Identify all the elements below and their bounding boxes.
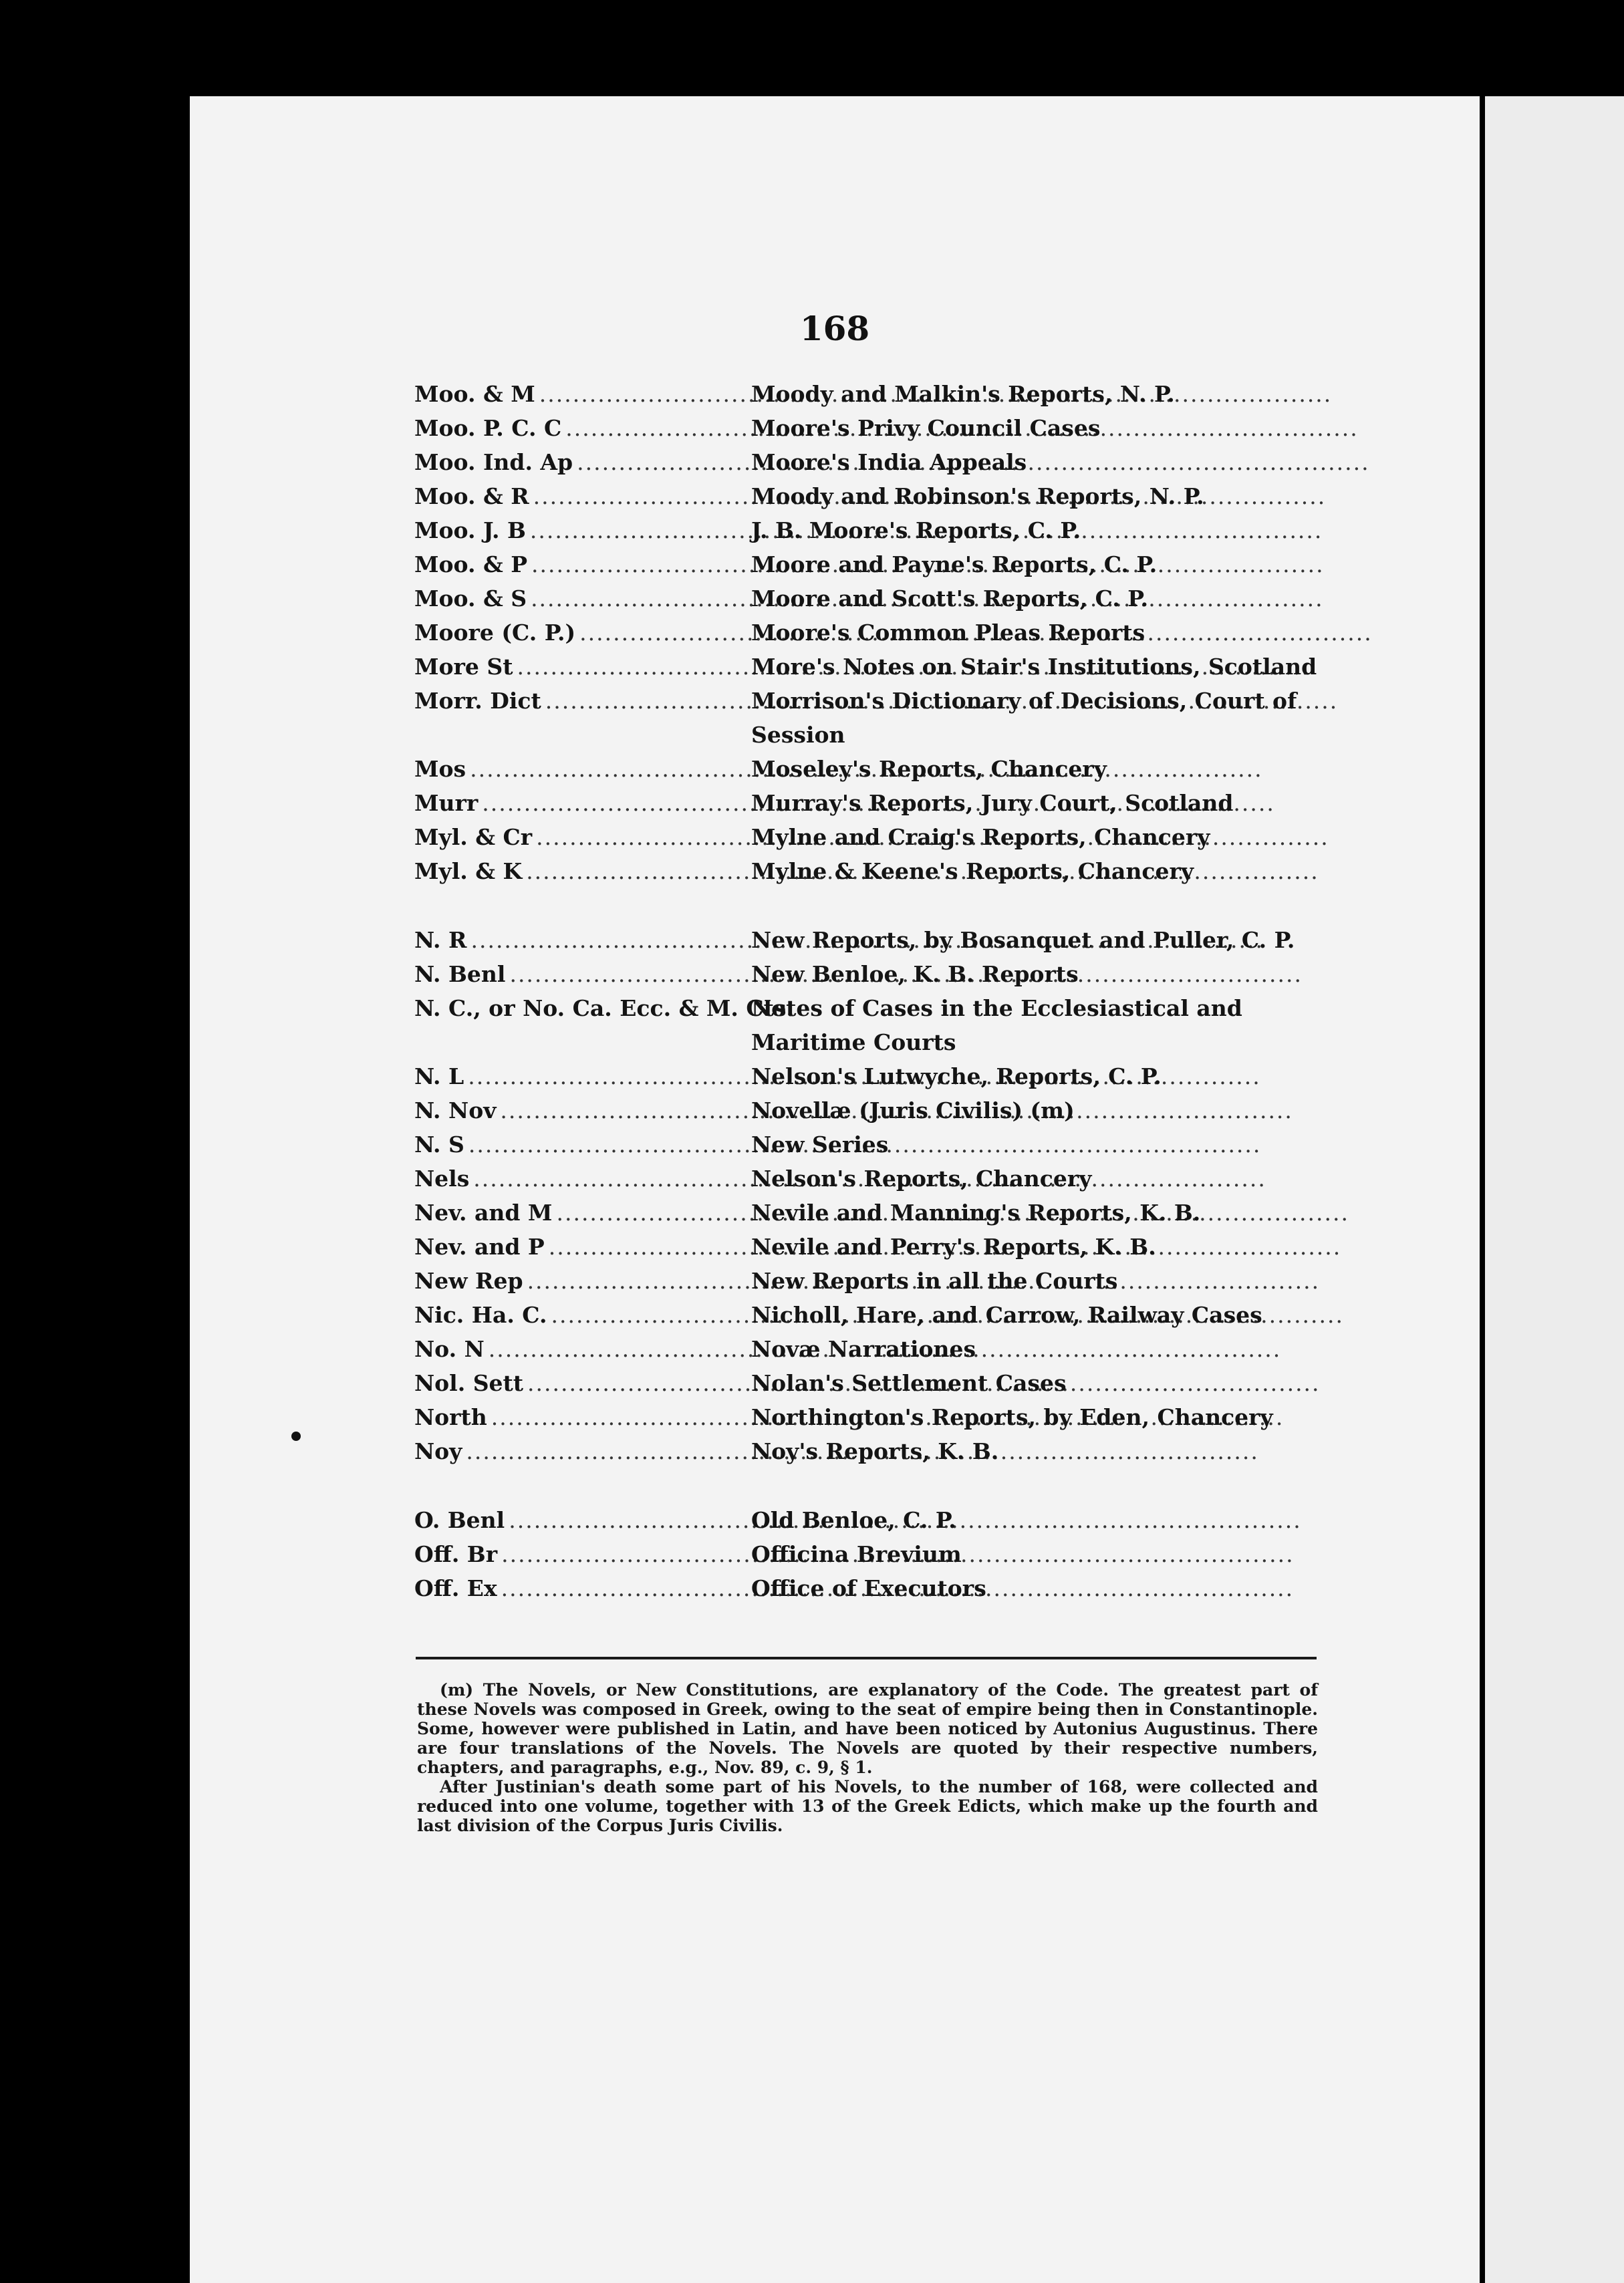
meaning: Northington's Reports, by Eden, Chancery xyxy=(751,1404,1273,1430)
entry-row xyxy=(190,445,1480,479)
meaning: Moore's Privy Council Cases xyxy=(751,415,1101,441)
entry-row xyxy=(190,991,1480,1059)
meaning: Morrison's Dictionary of Decisions, Court of Session xyxy=(751,688,1297,748)
abbreviation: Moo. & S xyxy=(414,585,527,612)
abbreviation: More St xyxy=(414,654,513,680)
meaning: Moseley's Reports, Chancery xyxy=(751,756,1107,782)
footnote-paragraph: After Justinian's death some part of his Novels, to the number of 168, were collected and reduced into one volume, together with 13 of the Greek Edicts, which make up the fourth and last division of the Corpus Juris Civilis. xyxy=(417,1777,1318,1835)
meaning: Nevile and Manning's Reports, K. B. xyxy=(751,1200,1201,1226)
meaning: More's Notes on Stair's Institutions, Scotland xyxy=(751,654,1317,680)
meaning: Notes of Cases in the Ecclesiastical and Maritime Courts xyxy=(751,995,1242,1055)
abbreviation: N. L xyxy=(414,1063,464,1089)
entry-row xyxy=(190,411,1480,445)
meaning: Nelson's Reports, Chancery xyxy=(751,1166,1092,1192)
meaning: New Benloe, K. B. Reports xyxy=(751,961,1079,987)
adjacent-page-edge xyxy=(1485,96,1624,2283)
abbreviation: Nels xyxy=(414,1166,470,1192)
entry-row xyxy=(190,1332,1480,1366)
entry-row xyxy=(190,581,1480,616)
entry-row xyxy=(190,1434,1480,1468)
meaning: Moore and Payne's Reports, C. P. xyxy=(751,551,1158,577)
entry-row xyxy=(190,616,1480,650)
meaning: Moody and Malkin's Reports, N. P. xyxy=(751,381,1175,407)
entry-row xyxy=(190,650,1480,684)
abbreviation: Mos xyxy=(414,756,466,782)
entry-row xyxy=(190,957,1480,991)
entry-row xyxy=(190,752,1480,786)
entry-row xyxy=(190,377,1480,411)
abbreviation: Moo. & M xyxy=(414,381,535,407)
abbreviation: N. C., or No. Ca. Ecc. & M. Cts. xyxy=(414,995,794,1021)
entry-row xyxy=(190,786,1480,820)
entry-row xyxy=(190,547,1480,581)
entry-row xyxy=(190,1400,1480,1434)
meaning: Novellæ (Juris Civilis) (m) xyxy=(751,1097,1075,1123)
abbreviation: Moo. Ind. Ap xyxy=(414,449,573,475)
meaning: Office of Executors xyxy=(751,1575,986,1601)
footnote xyxy=(417,1680,1318,1835)
group-m xyxy=(190,377,1480,888)
ink-speck xyxy=(291,1432,301,1441)
abbreviation: Off. Ex xyxy=(414,1575,497,1601)
abbreviation: Murr xyxy=(414,790,479,816)
entry-row xyxy=(190,1059,1480,1093)
meaning: Nevile and Perry's Reports, K. B. xyxy=(751,1234,1156,1260)
entry-row xyxy=(190,513,1480,547)
meaning: Moody and Robinson's Reports, N. P. xyxy=(751,483,1204,509)
group-o xyxy=(190,1503,1480,1605)
abbreviation: N. Nov xyxy=(414,1097,497,1123)
meaning: Novæ Narrationes xyxy=(751,1336,976,1362)
entry-row xyxy=(190,1230,1480,1264)
meaning: New Series xyxy=(751,1131,889,1158)
meaning: New Reports in all the Courts xyxy=(751,1268,1118,1294)
meaning: Nolan's Settlement Cases xyxy=(751,1370,1067,1396)
meaning: Mylne and Craig's Reports, Chancery xyxy=(751,824,1210,850)
meaning: Old Benloe, C. P. xyxy=(751,1507,956,1533)
entry-row xyxy=(190,820,1480,854)
entry-row xyxy=(190,1093,1480,1127)
abbreviation: Nev. and P xyxy=(414,1234,545,1260)
meaning: Murray's Reports, Jury Court, Scotland xyxy=(751,790,1234,816)
abbreviation: Moo. & P xyxy=(414,551,528,577)
entry-row xyxy=(190,1127,1480,1162)
entry-row xyxy=(190,1366,1480,1400)
abbreviation: Off. Br xyxy=(414,1541,498,1567)
abbreviation: Myl. & K xyxy=(414,858,523,884)
abbreviation: Moore (C. P.) xyxy=(414,620,576,646)
entry-row xyxy=(190,1298,1480,1332)
abbreviation: Moo. P. C. C xyxy=(414,415,562,441)
abbreviation: New Rep xyxy=(414,1268,523,1294)
meaning: Noy's Reports, K. B. xyxy=(751,1438,999,1464)
abbreviation: O. Benl xyxy=(414,1507,505,1533)
footnote-rule xyxy=(416,1657,1317,1659)
abbreviation: North xyxy=(414,1404,487,1430)
abbreviation: Moo. & R xyxy=(414,483,529,509)
abbreviation: Nic. Ha. C. xyxy=(414,1302,547,1328)
abbreviation: Nev. and M xyxy=(414,1200,553,1226)
meaning: J. B. Moore's Reports, C. P. xyxy=(751,517,1081,543)
abbreviation: No. N xyxy=(414,1336,485,1362)
abbreviation: N. S xyxy=(414,1131,464,1158)
meaning: Nelson's Lutwyche, Reports, C. P. xyxy=(751,1063,1162,1089)
entry-row xyxy=(190,1503,1480,1537)
entry-row xyxy=(190,1571,1480,1605)
entry-row xyxy=(190,684,1480,752)
entry-row xyxy=(190,479,1480,513)
entry-row xyxy=(190,923,1480,957)
abbreviation: N. R xyxy=(414,927,467,953)
abbreviation: N. Benl xyxy=(414,961,506,987)
entry-row xyxy=(190,854,1480,888)
entry-row xyxy=(190,1264,1480,1298)
abbreviation: Noy xyxy=(414,1438,462,1464)
page-number: 168 xyxy=(799,309,870,348)
abbreviation: Myl. & Cr xyxy=(414,824,533,850)
abbreviation-list xyxy=(190,377,1480,1640)
entry-row xyxy=(190,1537,1480,1571)
footnote-paragraph: (m) The Novels, or New Constitutions, are explanatory of the Code. The greatest part of these Novels was composed in Greek, owing to the seat of empire being then in Constantinople. Some, however were published in Latin, and have been noticed by Autonius Augustinus. There are four translations of the Novels. The Novels are quoted by their respective numbers, chapters, and paragraphs, e.g., Nov. 89, c. 9, § 1. xyxy=(417,1680,1318,1777)
abbreviation: Morr. Dict xyxy=(414,688,541,714)
meaning: Mylne & Keene's Reports, Chancery xyxy=(751,858,1194,884)
meaning: Moore's India Appeals xyxy=(751,449,1027,475)
meaning: New Reports, by Bosanquet and Puller, C. P. xyxy=(751,927,1295,953)
book-page xyxy=(190,96,1480,2283)
abbreviation: Nol. Sett xyxy=(414,1370,524,1396)
entry-row xyxy=(190,1162,1480,1196)
abbreviation: Moo. J. B xyxy=(414,517,526,543)
meaning: Moore's Common Pleas Reports xyxy=(751,620,1145,646)
entry-row xyxy=(190,1196,1480,1230)
group-n xyxy=(190,923,1480,1468)
meaning: Officina Brevium xyxy=(751,1541,962,1567)
meaning: Moore and Scott's Reports, C. P. xyxy=(751,585,1149,612)
meaning: Nicholl, Hare, and Carrow, Railway Cases xyxy=(751,1302,1262,1328)
